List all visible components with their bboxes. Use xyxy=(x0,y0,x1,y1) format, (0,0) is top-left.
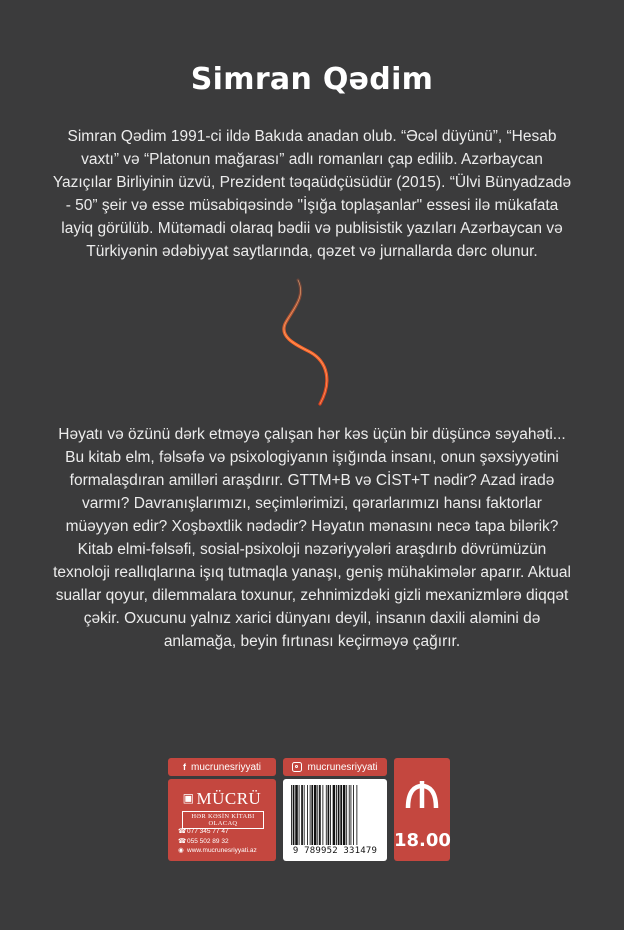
instagram-badge xyxy=(283,758,387,776)
facebook-handle: mucrunesriyyati xyxy=(190,761,262,773)
manat-icon xyxy=(404,780,440,810)
isbn-barcode xyxy=(283,779,387,861)
publisher-motto: HƏR KƏSİN KİTABI OLACAQ xyxy=(182,811,264,829)
facebook-badge xyxy=(168,758,276,776)
globe-icon: ◉ xyxy=(178,847,184,854)
price-tag xyxy=(394,758,450,861)
publisher-box xyxy=(168,779,276,861)
phone-icon: ☎ xyxy=(178,828,187,835)
phone-number: 077 345 77 47 xyxy=(187,828,229,835)
phone-number: 055 502 89 32 xyxy=(187,837,229,845)
phone-icon: ☎ xyxy=(178,837,187,845)
publisher-name: MÜCRÜ xyxy=(196,789,262,808)
publisher-contacts xyxy=(178,827,257,856)
publisher-logo xyxy=(168,789,276,809)
instagram-handle: mucrunesriyyati xyxy=(307,761,378,773)
publisher-website: www.mucrunesriyyati.az xyxy=(187,847,257,854)
barcode-bars xyxy=(289,785,381,845)
author-name: Simran Qədim xyxy=(190,62,434,97)
chest-icon: ▣ xyxy=(182,791,195,805)
instagram-icon xyxy=(292,762,302,772)
author-bio: Simran Qədim 1991-ci ildə Bakıda anadan olub. “Əcəl düyünü”, “Hesab vaxtı” və “Platonun mağarası” adlı romanları çap edilib. Azərbaycan Yazıçılar Birliyinin üzvü, Prezident təqaüdçüsüdür (2015). “Ülvi Bünyadzadə - 50” şeir və esse müsabiqəsində "İşığa toplaşanlar" essesi ilə mükafata layiq görülüb. Mütəmadi olaraq bədii və publisistik yazıları Azərbaycan və Türkiyənin ədəbiyyat saytlarında, qəzet və jurnallarda dərc olunur. xyxy=(52,128,572,260)
blurb-paragraph: Kitab elmi-fəlsəfi, sosial-psixoloji nəzəriyyələri araşdırıb dövrümüzün texnoloji reallıqlarına işıq tutmaqla yanaşı, geniş mühakimələr aparır. Aktual suallar qoyur, dilemmalara toxunur, zehnimizdəki gizli mexanizmlərə diqqət çəkir. Oxucunu yalnız xarici dünyanı deyil, insanın daxili aləmini də anlamağa, beyin fırtınası keçirməyə çağırır. xyxy=(53,541,571,650)
facebook-icon: f xyxy=(182,762,186,772)
blurb-paragraph: Həyatı və özünü dərk etməyə çalışan hər kəs üçün bir düşüncə səyahəti... Bu kitab elm, fəlsəfə və psixologiyanın işığında insanı, onun şəxsiyyətini formalaşdıran amilləri araşdırır. GTTM+B və CİST+T nədir? Azad iradə varmı? Davranışlarımızı, seçimlərimizi, qərarlarımızı hansı faktorlar müəyyən edir? Xoşbəxtlik nədədir? Həyatın mənasını necə tapa bilərik? xyxy=(58,426,566,535)
book-blurb xyxy=(52,423,572,653)
barcode-number: 9 789952 331479 xyxy=(292,846,378,856)
decorative-swirl xyxy=(276,278,356,408)
price-value: 18.00 xyxy=(394,830,451,851)
